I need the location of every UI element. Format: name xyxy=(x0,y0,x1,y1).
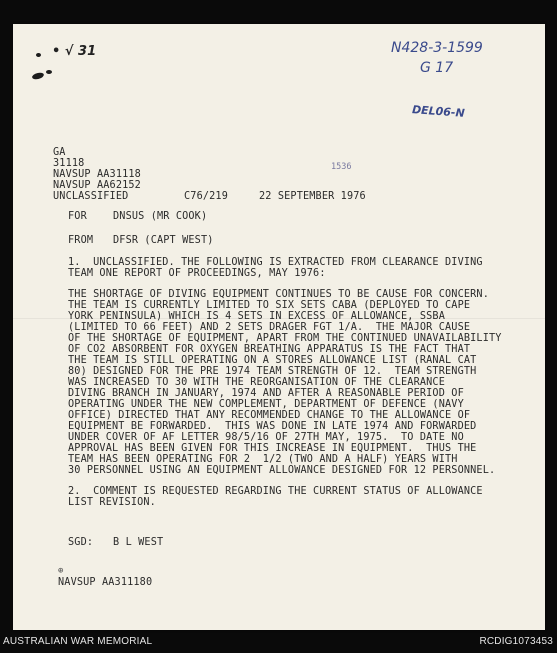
header-line: NAVSUP AA62152 xyxy=(53,180,141,191)
archive-record-id: RCDIG1073453 xyxy=(479,636,553,647)
quote-line: (LIMITED TO 66 FEET) AND 2 SETS DRAGER FGT 1/A. THE MAJOR CAUSE xyxy=(68,322,471,333)
ink-smudge xyxy=(36,53,41,57)
quote-line: 30 PERSONNEL USING AN EQUIPMENT ALLOWANCE DESIGNED FOR 12 PERSONNEL. xyxy=(68,465,496,476)
header-line: NAVSUP AA31118 xyxy=(53,169,141,180)
quote-line: TEAM HAS BEEN OPERATING FOR 2 1/2 (TWO AND A HALF) YEARS WITH xyxy=(68,454,458,465)
from-value: DFSR (CAPT WEST) xyxy=(113,235,214,246)
quote-line: THE TEAM IS STILL OPERATING ON A STORES ALLOWANCE LIST (RANAL CAT xyxy=(68,355,477,366)
quote-line: YORK PENINSULA) WHICH IS 4 SETS IN EXCESS OF ALLOWANCE, SSBA xyxy=(68,311,446,322)
signature-name: B L WEST xyxy=(113,537,164,548)
for-value: DNSUS (MR COOK) xyxy=(113,211,208,222)
quote-line: THE SHORTAGE OF DIVING EQUIPMENT CONTINUES TO BE CAUSE FOR CONCERN. xyxy=(68,289,489,300)
handwritten-reference-number: N428-3-1599 xyxy=(391,40,483,56)
quote-line: THE TEAM IS CURRENTLY LIMITED TO SIX SETS CABA (DEPLOYED TO CAPE xyxy=(68,300,471,311)
quote-line: DIVING BRANCH IN JANUARY, 1974 AND AFTER A REASONABLE PERIOD OF xyxy=(68,388,464,399)
paragraph-2-line: LIST REVISION. xyxy=(68,497,156,508)
corner-handwriting: • √ 31 xyxy=(52,44,97,59)
quote-line: WAS INCREASED TO 30 WITH THE REORGANISATION OF THE CLEARANCE xyxy=(68,377,446,388)
quote-line: APPROVAL HAS BEEN GIVEN FOR THIS INCREASE IN EQUIPMENT. THUS THE xyxy=(68,443,477,454)
end-of-message-marker: ⊕ xyxy=(58,566,64,576)
quote-line: OPERATING UNDER THE NEW COMPLEMENT, DEPARTMENT OF DEFENCE (NAVY xyxy=(68,399,464,410)
file-reference: C76/219 xyxy=(184,191,228,202)
quote-line: OFFICE) DIRECTED THAT ANY RECOMMENDED CHANGE TO THE ALLOWANCE OF xyxy=(68,410,471,421)
quote-line: UNDER COVER OF AF LETTER 98/5/16 OF 27TH MAY, 1975. TO DATE NO xyxy=(68,432,464,443)
from-label: FROM xyxy=(68,235,94,246)
paragraph-1-line: 1. UNCLASSIFIED. THE FOLLOWING IS EXTRACTED FROM CLEARANCE DIVING xyxy=(68,257,483,268)
handwritten-routing: DEL06-N xyxy=(411,103,466,120)
for-label: FOR xyxy=(68,211,87,222)
document-date: 22 SEPTEMBER 1976 xyxy=(259,191,366,202)
quote-line: OF THE SHORTAGE OF EQUIPMENT, APART FROM THE CONTINUED UNAVAILABILITY xyxy=(68,333,502,344)
classification: UNCLASSIFIED xyxy=(53,191,129,202)
paragraph-2-line: 2. COMMENT IS REQUESTED REGARDING THE CURRENT STATUS OF ALLOWANCE xyxy=(68,486,483,497)
header-line: 31118 xyxy=(53,158,85,169)
paragraph-1-line: TEAM ONE REPORT OF PROCEEDINGS, MAY 1976: xyxy=(68,268,326,279)
header-line: GA xyxy=(53,147,66,158)
stamp-number: 1536 xyxy=(331,162,352,172)
handwritten-initials: G 17 xyxy=(420,60,454,76)
quote-line: OF CO2 ABSORBENT FOR OXYGEN BREATHING APPARATUS IS THE FACT THAT xyxy=(68,344,471,355)
signature-label: SGD: xyxy=(68,537,94,548)
archive-name: AUSTRALIAN WAR MEMORIAL xyxy=(3,636,153,647)
quote-line: EQUIPMENT BE FORWARDED. THIS WAS DONE IN LATE 1974 AND FORWARDED xyxy=(68,421,477,432)
ink-smudge xyxy=(46,70,52,74)
footer-reference: NAVSUP AA311180 xyxy=(58,577,153,588)
quote-line: 80) DESIGNED FOR THE PRE 1974 TEAM STRENGTH OF 12. TEAM STRENGTH xyxy=(68,366,477,377)
